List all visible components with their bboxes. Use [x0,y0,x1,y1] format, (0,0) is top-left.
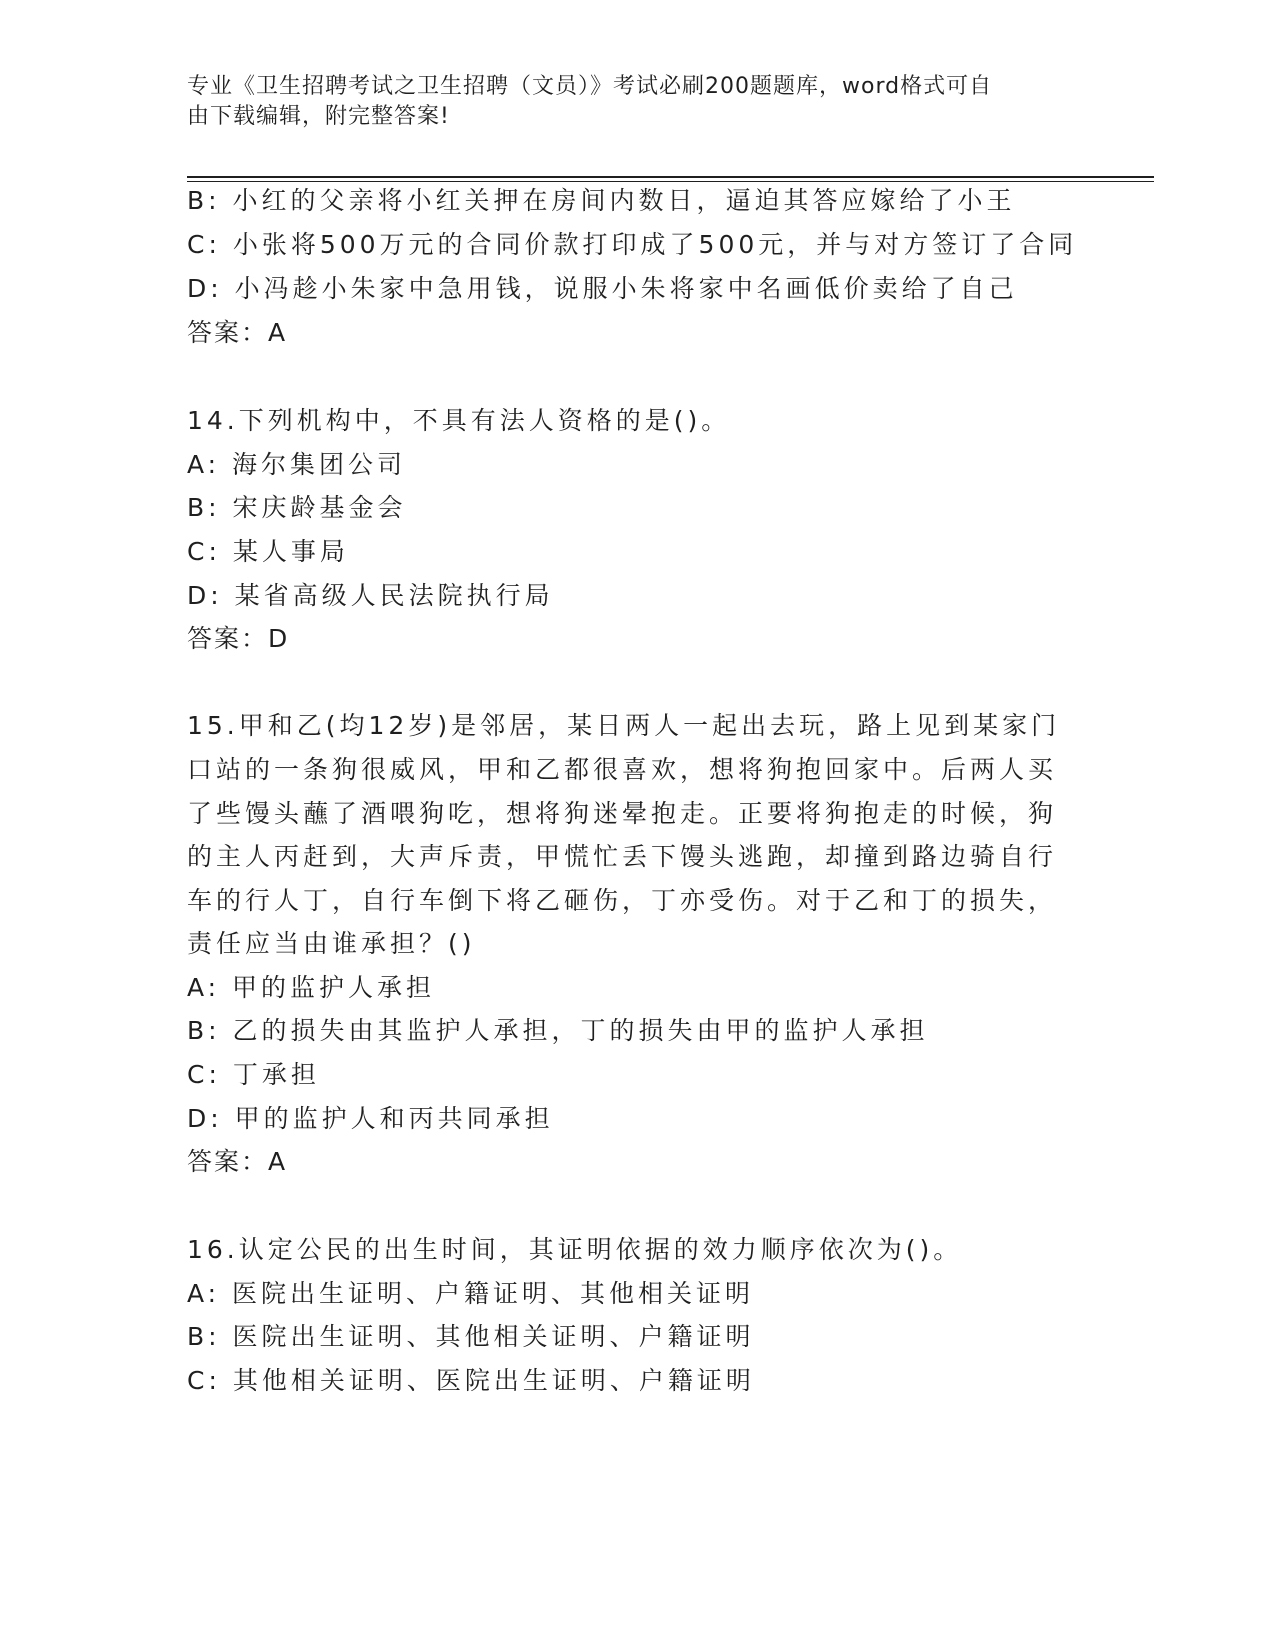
q14-answer: 答案：D [187,624,290,653]
q15-option-d: D: 甲的监护人和丙共同承担 [187,1104,554,1133]
header-rule-thin [187,181,1154,182]
q14-option-b: B: 宋庆龄基金会 [187,493,407,522]
q14-question: 14.下列机构中，不具有法人资格的是()。 [187,406,731,435]
q15-question-line: 了些馒头蘸了酒喂狗吃，想将狗迷晕抱走。正要将狗抱走的时候，狗 [187,799,1058,828]
q14-option-a: A: 海尔集团公司 [187,450,407,479]
q15-question-line: 的主人丙赶到，大声斥责，甲慌忙丢下馒头逃跑，却撞到路边骑自行 [187,842,1058,871]
q13-option-b: B: 小红的父亲将小红关押在房间内数日，逼迫其答应嫁给了小王 [187,186,1016,215]
q13-answer: 答案：A [187,318,288,347]
q13-option-c: C: 小张将500万元的合同价款打印成了500元，并与对方签订了合同 [187,230,1078,259]
q15-question-line: 15.甲和乙(均12岁)是邻居，某日两人一起出去玩，路上见到某家门 [187,711,1061,740]
q15-question-line: 责任应当由谁承担？() [187,929,476,958]
q16-question: 16.认定公民的出生时间，其证明依据的效力顺序依次为()。 [187,1235,963,1264]
header-rule-thick [187,176,1154,178]
q16-option-c: C: 其他相关证明、医院出生证明、户籍证明 [187,1366,755,1395]
q16-option-a: A: 医院出生证明、户籍证明、其他相关证明 [187,1279,755,1308]
q15-option-c: C: 丁承担 [187,1060,320,1089]
q16-option-b: B: 医院出生证明、其他相关证明、户籍证明 [187,1322,755,1351]
q14-option-c: C: 某人事局 [187,537,349,566]
q15-question-line: 车的行人丁，自行车倒下将乙砸伤，丁亦受伤。对于乙和丁的损失， [187,886,1058,915]
q15-option-a: A: 甲的监护人承担 [187,973,436,1002]
q15-question-line: 口站的一条狗很威风，甲和乙都很喜欢，想将狗抱回家中。后两人买 [187,755,1058,784]
document-header [187,72,1067,132]
q15-option-b: B: 乙的损失由其监护人承担，丁的损失由甲的监护人承担 [187,1016,929,1045]
q15-answer: 答案：A [187,1147,288,1176]
q14-option-d: D: 某省高级人民法院执行局 [187,581,554,610]
header-line-2: 由下载编辑，附完整答案! [187,104,450,129]
q13-option-d: D: 小冯趁小朱家中急用钱，说服小朱将家中名画低价卖给了自己 [187,274,1018,303]
header-line-1: 专业《卫生招聘考试之卫生招聘（文员）》考试必刷200题题库，word格式可自 [187,74,993,99]
